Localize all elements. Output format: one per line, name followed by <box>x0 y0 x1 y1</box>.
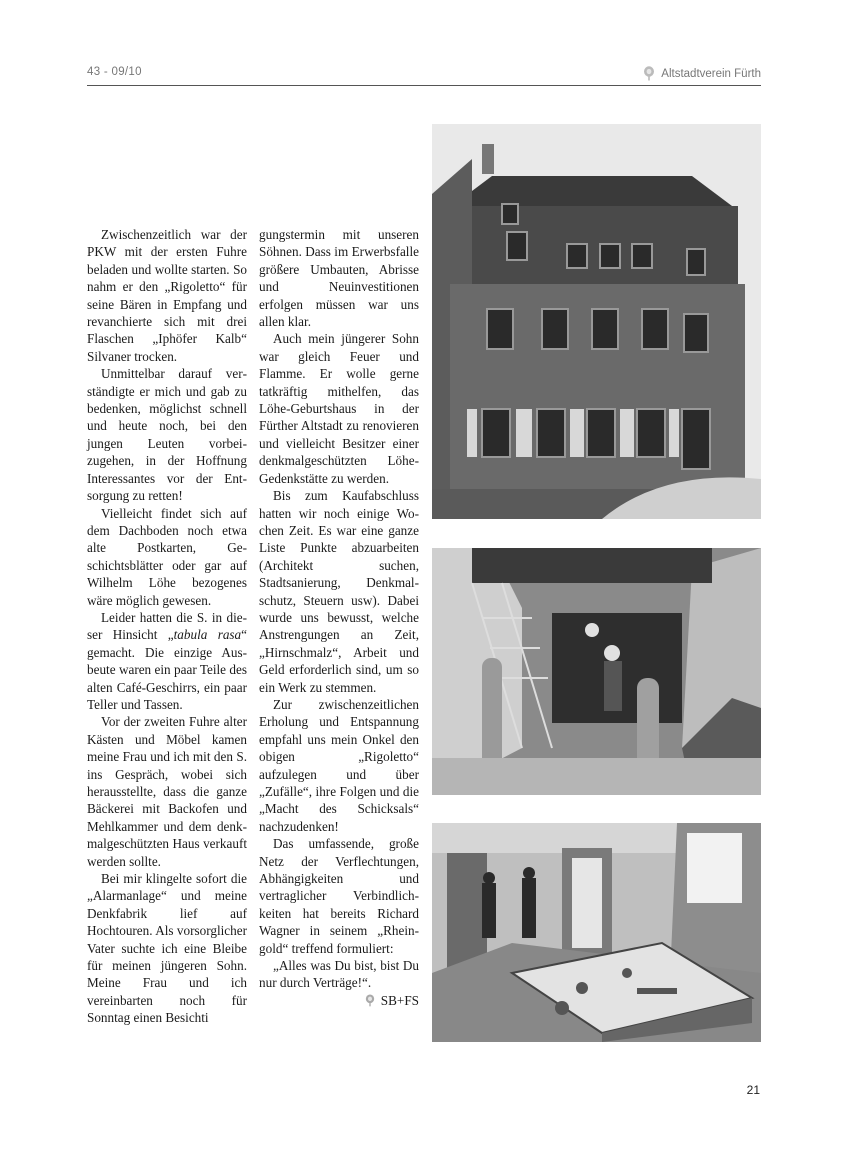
page-number: 21 <box>746 1083 760 1097</box>
paragraph: Das umfassende, große Netz der Verflechtungen, Abhängigkeiten und vertraglicher Verbindlichkeiten hat bereits Richard Wagner in seinem „Rheingold“ treffend formuliert: <box>259 836 419 956</box>
publisher-block <box>643 66 761 81</box>
paragraph: Vielleicht findet sich auf dem Dachboden noch etwa alte Postkarten, Geschichtsblätter oder gar auf Wilhelm Löhe bezogenes wäre möglich gewesen. <box>87 505 247 608</box>
text-column-1 <box>87 226 247 1027</box>
paragraph: Auch mein jüngerer Sohn war gleich Feuer und Flamme. Er wolle gerne tatkräftig mithelfen, das Löhe-Geburtshaus in der Fürther Altstadt zu renovieren und vielleicht Besitzer einer denkmalgeschützten Löhe-Gedenkstätte zu werden. <box>259 331 419 486</box>
italic-phrase: tabula rasa <box>173 627 242 643</box>
paragraph: Zwischenzeitlich war der PKW mit der ersten Fuhre beladen und wollte starten. So nahm er den „Rigoletto“ für seine Bären in Empfang und revanchierte sich mit drei Flaschen „Iphöfer Kalb“ Silvaner trocken. <box>87 227 247 364</box>
paragraph: Vor der zweiten Fuhre alter Kästen und Möbel kamen meine Frau und ich mit den S. ins Gespräch, wobei sich herausstellte, dass die ganze Bäckerei mit Backofen und Mehlkammer und dem denkmalgeschützten Haus verkauft werden sollte. <box>87 714 247 869</box>
photo-house-facade <box>432 124 761 519</box>
photo-memorial-room <box>432 823 761 1042</box>
photo-renovation-interior <box>432 548 761 795</box>
paragraph: Bis zum Kaufabschluss hatten wir noch einige Wochen Zeit. Es war eine ganze Liste Punkte abzuarbeiten (Architekt suchen, Stadtsanierung, Denkmalschutz, Steuern usw). Dabei wurde uns bewusst, welche Anstrengungen an Zeit, „Hirnschmalz“, Arbeit und Geld erforderlich sind, um so ein Werk zu stemmen. <box>259 488 419 695</box>
page-header <box>87 66 761 88</box>
author-initials: SB+FS <box>380 992 419 1008</box>
paragraph: Leider hatten die S. in dieser Hinsicht „tabula rasa“ gemacht. Die einzige Ausbeute waren ein paar Teile des alten Café-Geschirrs, ein paar Teller und Tassen. <box>87 609 248 712</box>
paragraph-continued: gungstermin mit unseren Söhnen. Dass im Erwerbsfalle größere Umbauten, Abrisse und Neuinvestitionen erfolgen müssen war uns allen klar. <box>259 227 419 330</box>
issue-number: 43 - 09/10 <box>87 66 142 78</box>
text-column-2 <box>259 226 419 1009</box>
publisher-name: Altstadtverein Fürth <box>661 67 761 80</box>
signature <box>259 992 419 1009</box>
leaf-logo-icon <box>643 66 655 81</box>
leaf-logo-icon <box>365 994 375 1007</box>
paragraph: Bei mir klingelte sofort die „Alarmanlage“ und meine Denkfabrik lief auf Hochtouren. Als vorsorglicher Vater suchte ich eine Bleibe für meinen jüngeren Sohn. Meine Frau und ich vereinbarten noch für Sonntag einen Besichti <box>87 871 247 1026</box>
paragraph: „Alles was Du bist, bist Du nur durch Verträge!“. <box>259 958 419 991</box>
paragraph: Zur zwischenzeitlichen Erholung und Entspannung empfahl uns mein Onkel den obigen „Rigoletto“ aufzulegen und über „Zufälle“, ihre Folgen und die „Macht des Schicksals“ nachzudenken! <box>259 696 419 834</box>
header-rule <box>87 85 761 86</box>
paragraph: Unmittelbar darauf verständigte er mich und gab zu bedenken, möglichst schnell und heute noch, bei den jungen Leuten vorbeizugehen, in der Hoffnung Interessantes vor der Entsorgung zu retten! <box>87 366 247 504</box>
